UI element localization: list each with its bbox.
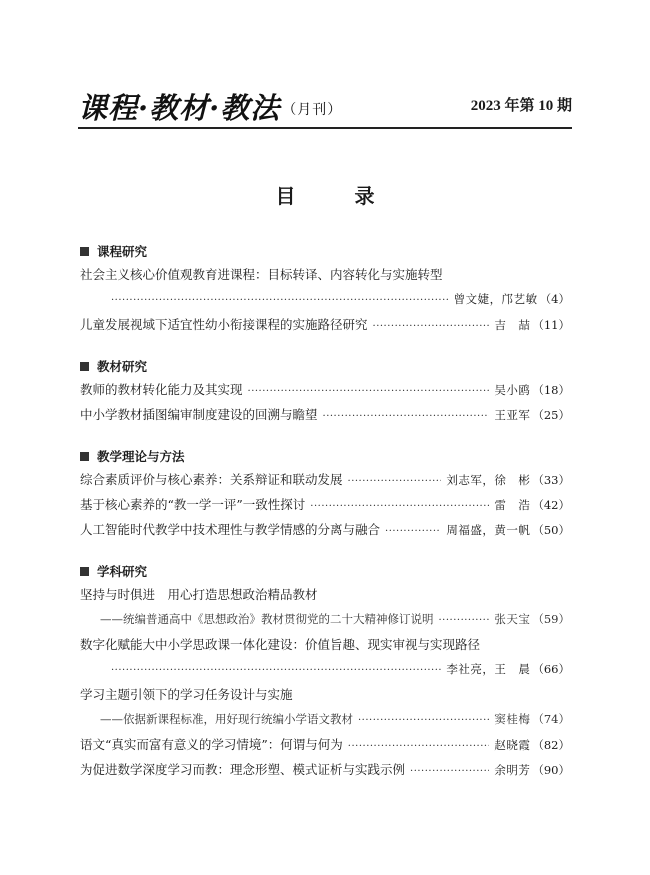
entry-title: 数字化赋能大中小学思政课一体化建设：价值旨趣、现实审视与实现路径 (80, 637, 481, 652)
section-heading (80, 445, 570, 467)
journal-frequency: （月刊） (282, 102, 343, 118)
dot-leader (373, 314, 490, 339)
dot-leader (348, 734, 490, 759)
square-bullet-icon (80, 362, 89, 371)
toc-entry[interactable] (80, 517, 570, 542)
section-title: 教学理论与方法 (97, 449, 185, 464)
square-bullet-icon (80, 567, 89, 576)
journal-header (78, 86, 572, 126)
entry-page: （50） (532, 523, 570, 537)
header-rule (78, 127, 572, 129)
entry-authors: 赵晓霞 (494, 738, 531, 752)
entry-page: （66） (532, 662, 570, 676)
entry-page: （74） (532, 712, 570, 726)
dot-leader (348, 469, 442, 494)
toc-entry[interactable] (80, 377, 570, 402)
toc-entry[interactable] (80, 682, 570, 732)
dot-leader (111, 288, 449, 313)
entry-subtitle: ——统编普通高中《思想政治》教材贯彻党的二十大精神修订说明 (100, 612, 434, 626)
toc-title: 目 录 (275, 184, 401, 208)
issue-number: 2023 年第 10 期 (470, 98, 572, 114)
entry-title: 综合素质评价与核心素养：关系辩证和联动发展 (80, 472, 343, 487)
entry-authors: 王亚军 (494, 408, 531, 422)
toc-section (80, 355, 570, 427)
entry-authors: 雷 浩 (494, 498, 531, 512)
section-title: 课程研究 (97, 244, 148, 259)
toc-entry[interactable] (80, 582, 570, 632)
toc-entry[interactable] (80, 757, 570, 782)
entry-authors: 吴小鸥 (494, 383, 531, 397)
square-bullet-icon (80, 452, 89, 461)
entry-page: （18） (532, 383, 570, 397)
toc-section (80, 240, 570, 337)
journal-name: 课程·教材·教法 (78, 91, 281, 125)
entry-title: 人工智能时代教学中技术理性与教学情感的分离与融合 (80, 522, 381, 537)
toc-entry[interactable] (80, 467, 570, 492)
toc-entry[interactable] (80, 492, 570, 517)
entry-page: （33） (532, 473, 570, 487)
entry-authors: 余明芳 (494, 763, 531, 777)
entry-subtitle: ——依据新课程标准，用好现行统编小学语文教材 (100, 712, 353, 726)
dot-leader (310, 494, 489, 519)
entry-title: 坚持与时俱进 用心打造思想政治精品教材 (80, 587, 318, 602)
journal-title (78, 86, 342, 127)
table-of-contents (80, 240, 570, 800)
dot-leader (385, 519, 441, 544)
dot-leader (410, 759, 489, 784)
entry-page: （42） (532, 498, 570, 512)
entry-page: （25） (532, 408, 570, 422)
dot-leader (248, 379, 490, 404)
toc-entry[interactable] (80, 312, 570, 337)
dot-leader (439, 608, 490, 633)
entry-title: 基于核心素养的“教一学一评”一致性探讨 (80, 497, 306, 512)
section-title: 教材研究 (97, 359, 148, 374)
entry-page: （4） (539, 292, 570, 306)
entry-authors: 周福盛，黄一帆 (446, 523, 531, 537)
square-bullet-icon (80, 247, 89, 256)
entry-page: （90） (532, 763, 570, 777)
section-heading (80, 240, 570, 262)
entry-title: 教师的教材转化能力及其实现 (80, 382, 243, 397)
entry-title: 语文“真实而富有意义的学习情境”：何谓与何为 (80, 737, 343, 752)
section-title: 学科研究 (97, 564, 148, 579)
entry-title: 中小学教材插图编审制度建设的回溯与瞻望 (80, 407, 318, 422)
entry-page: （59） (532, 612, 570, 626)
toc-entry[interactable] (80, 262, 570, 312)
toc-entry[interactable] (80, 402, 570, 427)
entry-title: 为促进数学深度学习而教：理念形塑、模式证析与实践示例 (80, 762, 406, 777)
section-heading (80, 355, 570, 377)
entry-authors: 窦桂梅 (494, 712, 531, 726)
entry-authors: 吉 喆 (494, 318, 531, 332)
entry-authors: 曾文婕，邝艺敏 (453, 292, 538, 306)
entry-authors: 张天宝 (494, 612, 531, 626)
dot-leader (111, 658, 441, 683)
dot-leader (323, 404, 490, 429)
dot-leader (358, 708, 489, 733)
entry-title: 儿童发展视域下适宜性幼小衔接课程的实施路径研究 (80, 317, 368, 332)
toc-section (80, 445, 570, 542)
entry-authors: 李社亮，王 晨 (446, 662, 531, 676)
entry-page: （11） (532, 318, 570, 332)
section-heading (80, 560, 570, 582)
toc-entry[interactable] (80, 732, 570, 757)
toc-entry[interactable] (80, 632, 570, 682)
entry-title: 学习主题引领下的学习任务设计与实施 (80, 687, 293, 702)
entry-authors: 刘志军，徐 彬 (446, 473, 531, 487)
entry-page: （82） (532, 738, 570, 752)
entry-title: 社会主义核心价值观教育进课程：目标转译、内容转化与实施转型 (80, 267, 443, 282)
toc-section (80, 560, 570, 782)
